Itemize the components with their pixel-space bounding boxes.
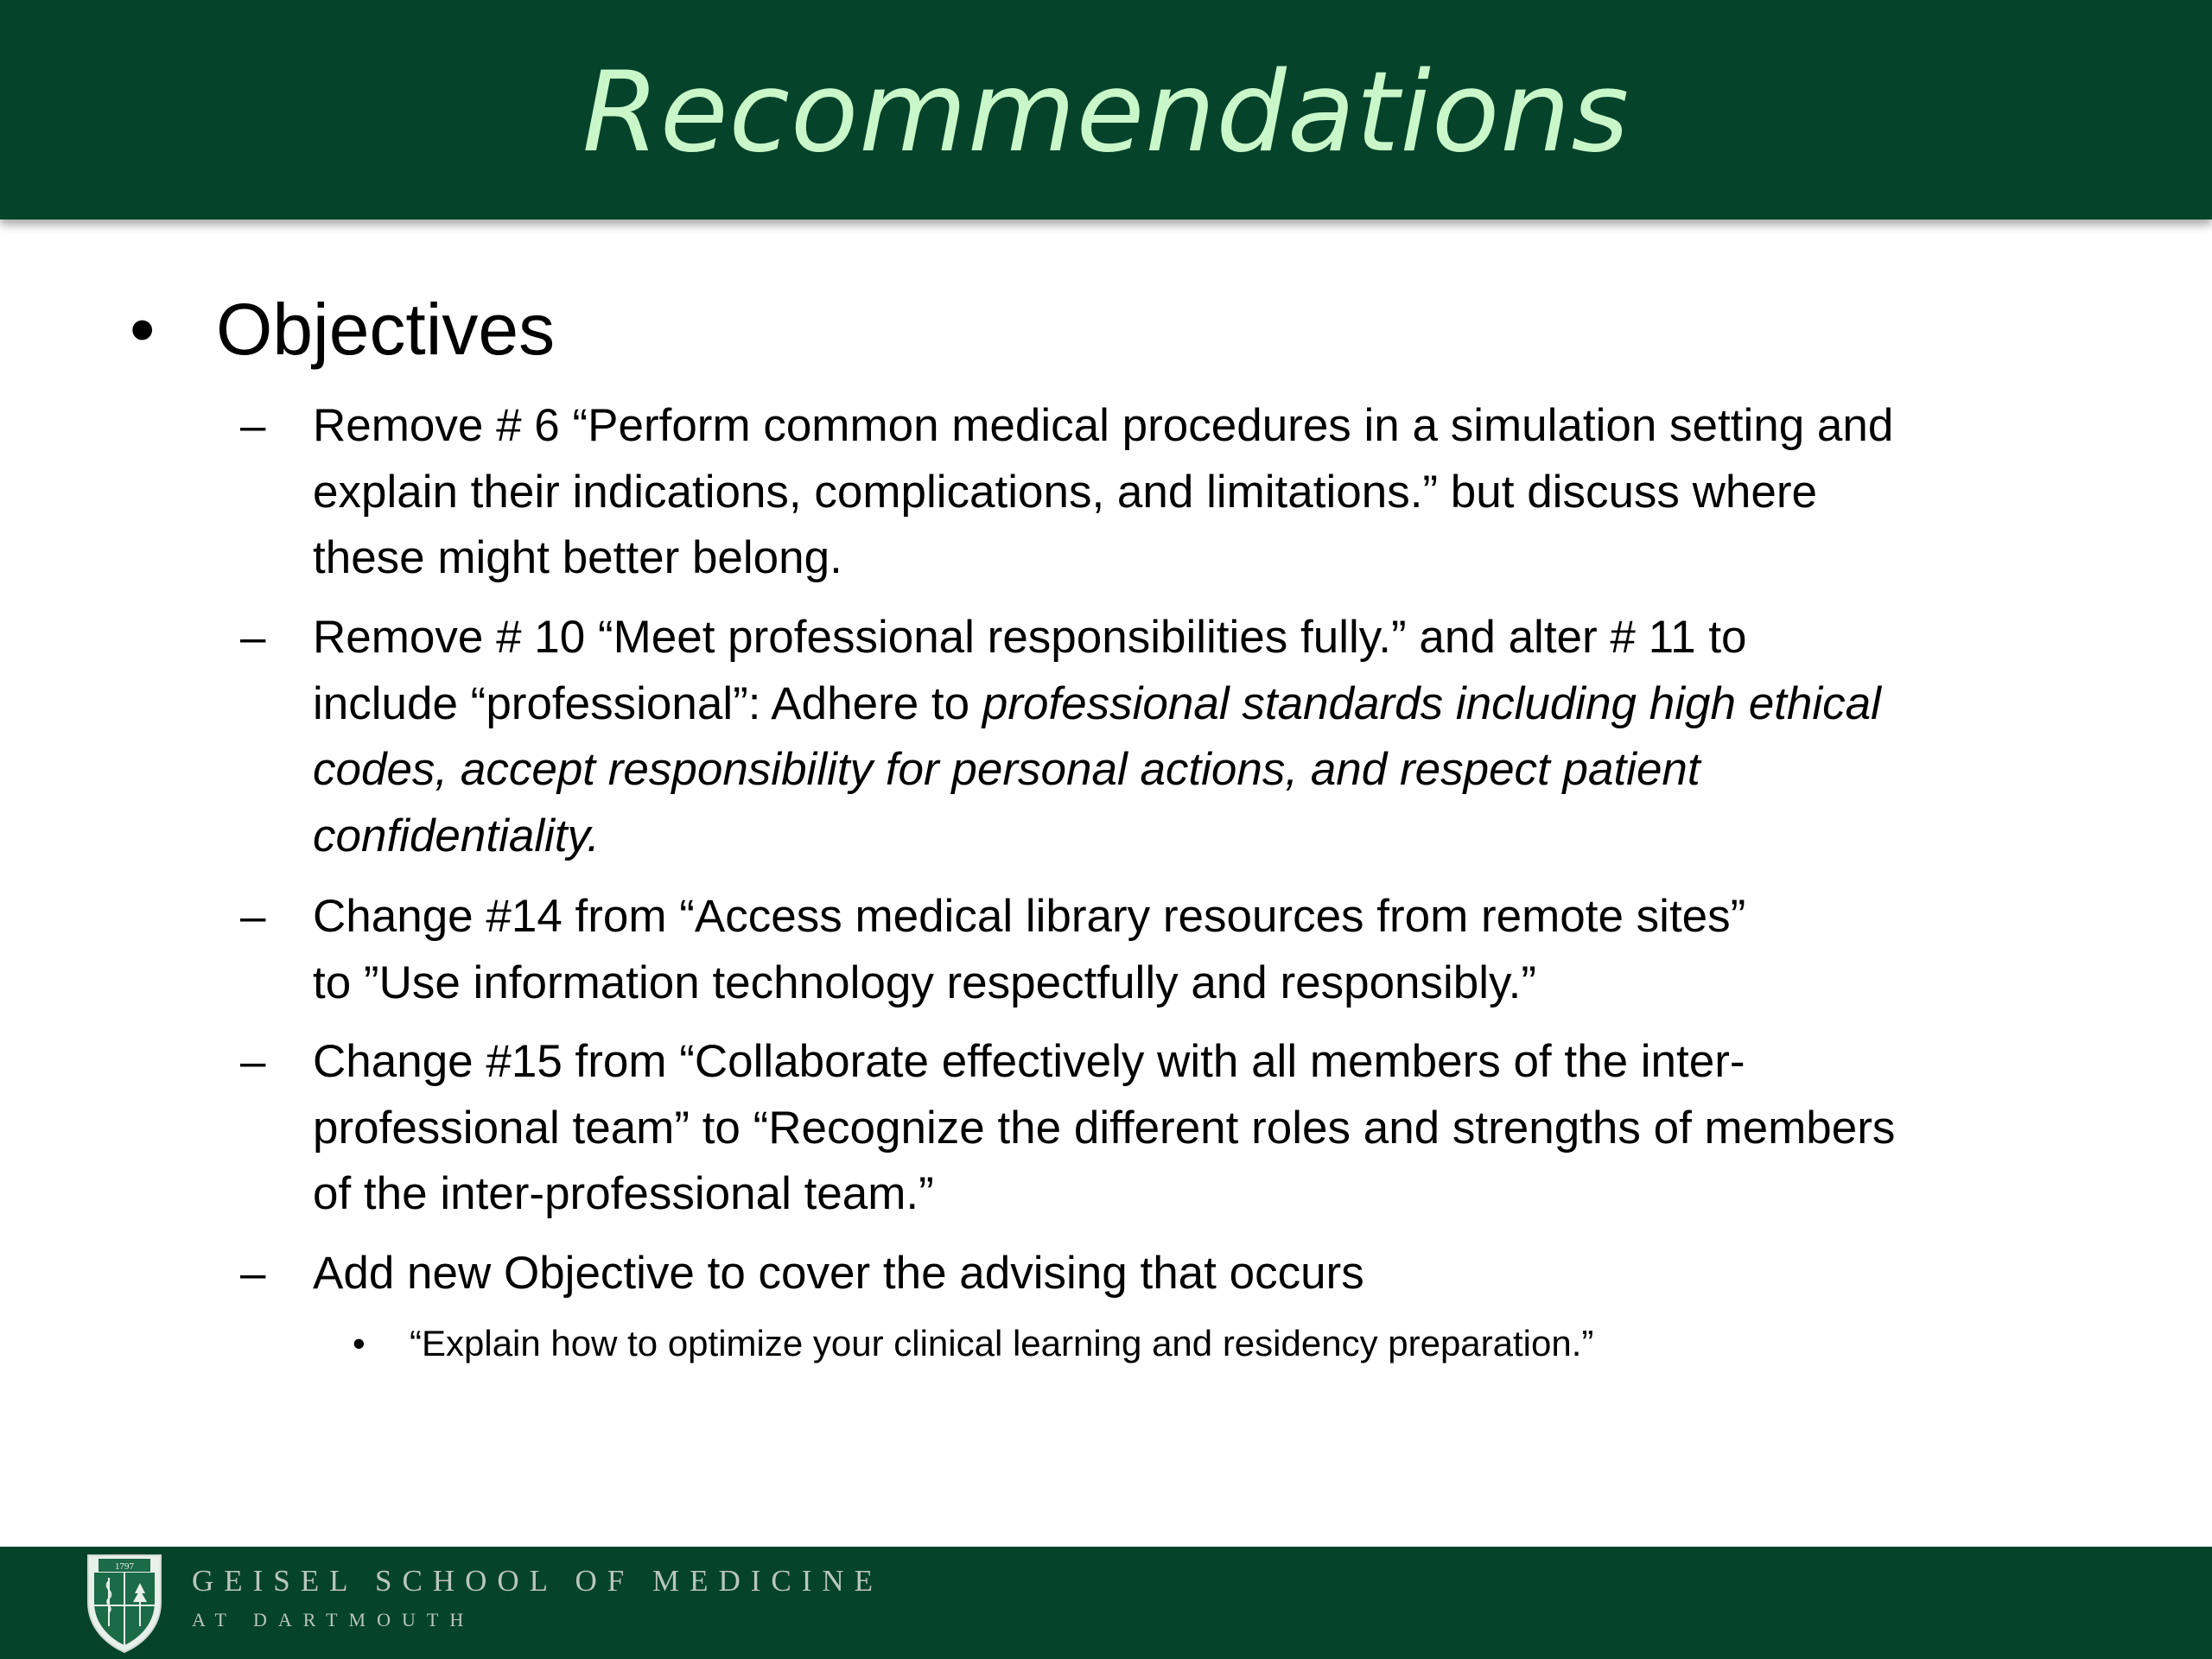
- bullet-marker: •: [353, 1323, 365, 1363]
- text-line: Remove # 10 “Meet professional responsibilities fully.” and alter # 11 to: [313, 612, 1747, 663]
- slide-title: Recommendations: [582, 48, 1630, 177]
- dash-marker: –: [240, 1248, 266, 1299]
- bullet-marker: •: [130, 289, 156, 370]
- objective-item-text: [313, 884, 2110, 1016]
- objective-item-text: [313, 1029, 2110, 1228]
- italic-text: professional standards including high ethical: [982, 677, 1881, 729]
- text-line: [313, 671, 2110, 738]
- objective-item-text: [313, 393, 2110, 592]
- dash-marker: –: [240, 612, 266, 663]
- italic-text: confidentiality.: [313, 810, 600, 861]
- footer-school-sub: AT DARTMOUTH: [192, 1609, 475, 1630]
- text-line: of the inter-professional team.”: [313, 1168, 934, 1219]
- text-line: explain their indications, complications, and limitations.” but discuss where: [313, 466, 1818, 518]
- text-line: these might better belong.: [313, 532, 842, 583]
- italic-text: codes, accept responsibility for personal actions, and respect patient: [313, 744, 1700, 795]
- text-line: [313, 737, 2110, 804]
- text-line: [313, 804, 2110, 870]
- logo-year: 1797: [115, 1561, 134, 1572]
- footer-school-name: GEISEL SCHOOL OF MEDICINE: [192, 1564, 884, 1598]
- geisel-shield-logo-icon: [83, 1547, 166, 1656]
- text-line: to ”Use information technology respectfully and responsibly.”: [313, 957, 1536, 1008]
- text-line: Add new Objective to cover the advising that occurs: [313, 1248, 1364, 1299]
- text-line: Remove # 6 “Perform common medical procedures in a simulation setting and: [313, 400, 1894, 451]
- objectives-heading: Objectives: [216, 289, 556, 370]
- objective-item-text: [313, 605, 2110, 869]
- dash-marker: –: [240, 400, 266, 451]
- dash-marker: –: [240, 891, 266, 942]
- text-line: Change #15 from “Collaborate effectively with all members of the inter-: [313, 1036, 1745, 1087]
- text-line: professional team” to “Recognize the different roles and strengths of members: [313, 1102, 1896, 1154]
- text-line: Change #14 from “Access medical library resources from remote sites”: [313, 891, 1746, 942]
- sub-item-text: “Explain how to optimize your clinical learning and residency preparation.”: [410, 1323, 1594, 1363]
- dash-marker: –: [240, 1036, 266, 1087]
- objective-item-text: [313, 1241, 2110, 1307]
- plain-text: include “professional”: Adhere to: [313, 677, 982, 729]
